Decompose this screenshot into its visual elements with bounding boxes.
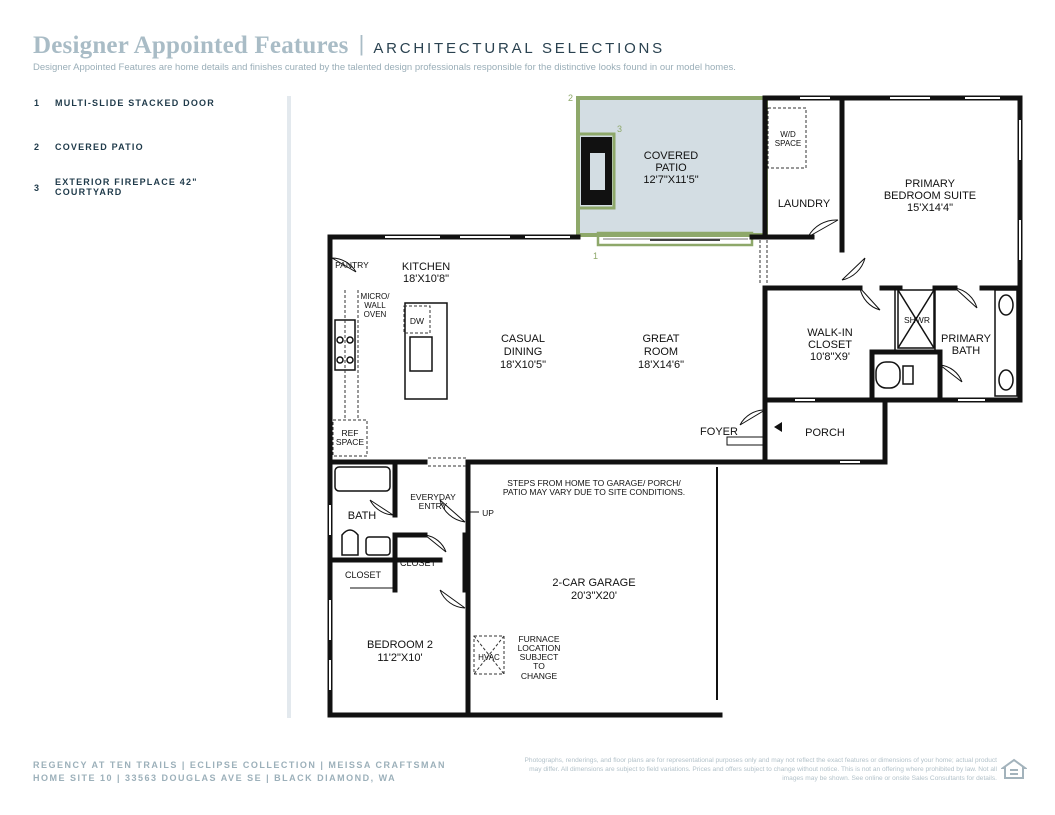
everyday-entry-label: EVERYDAY	[410, 492, 456, 502]
kitchen-dims: 18'X10'8"	[402, 273, 450, 285]
micro-label-2: WALL	[364, 301, 386, 310]
bedroom2-label: BEDROOM 2	[366, 639, 434, 651]
steps-note-line1: STEPS FROM HOME TO GARAGE/ PORCH/	[507, 478, 681, 488]
marker-1: 1	[593, 251, 599, 261]
covered-patio-label-2: PATIO	[655, 162, 687, 174]
great-room-label: GREAT	[642, 333, 680, 345]
furnace-line3: SUBJECT	[519, 652, 559, 662]
walkin-closet-label-2: CLOSET	[807, 339, 853, 351]
covered-patio-label: COVERED	[643, 150, 699, 162]
footer-line1: REGENCY AT TEN TRAILS | ECLIPSE COLLECTION | MEISSA CRAFTSMAN	[33, 760, 447, 770]
intro-text: Designer Appointed Features are home details and finishes curated by the talented design professionals responsible for the distinctive looks found in our model homes.	[33, 62, 736, 73]
great-room-dims: 18'X14'6"	[637, 359, 685, 371]
casual-dining-label-2: DINING	[503, 346, 543, 358]
up-label: UP	[482, 508, 494, 518]
steps-note-line2: PATIO MAY VARY DUE TO SITE CONDITIONS.	[502, 487, 686, 497]
micro-label: MICRO/	[360, 292, 390, 301]
dw-label: DW	[409, 316, 425, 326]
furnace-line4: TO	[533, 661, 545, 671]
closet-label-2: CLOSET	[399, 558, 437, 568]
ref-space-label-2: SPACE	[335, 437, 365, 447]
garage-label: 2-CAR GARAGE	[552, 577, 636, 589]
marker-3: 3	[617, 124, 623, 134]
footer-community	[33, 759, 446, 785]
shower-label: SHWR	[904, 315, 930, 325]
feature-number: 2	[34, 142, 41, 152]
footer-line2: HOME SITE 10 | 33563 DOUGLAS AVE SE | BLACK DIAMOND, WA	[33, 773, 397, 783]
feature-label: MULTI-SLIDE STACKED DOOR	[55, 98, 215, 108]
micro-label-3: OVEN	[363, 310, 387, 319]
casual-dining-label: CASUAL	[500, 333, 546, 345]
title-separator: |	[358, 31, 365, 56]
walkin-closet-label: WALK-IN	[807, 327, 853, 339]
primary-suite-label-2: BEDROOM SUITE	[883, 190, 977, 202]
page-title: Designer Appointed Features	[33, 32, 349, 59]
closet-label: CLOSET	[344, 570, 382, 580]
wd-space-label-2: SPACE	[774, 139, 802, 148]
marker-2: 2	[568, 93, 574, 103]
feature-number: 1	[34, 98, 41, 108]
casual-dining-dims: 18'X10'5"	[499, 359, 547, 371]
garage-dims: 20'3"X20'	[570, 590, 618, 602]
wd-space-label: W/D	[780, 130, 796, 139]
everyday-entry-label-2: ENTRY	[418, 501, 448, 511]
feature-label: EXTERIOR FIREPLACE 42"	[55, 177, 198, 187]
walkin-closet-dims: 10'8"X9'	[810, 351, 850, 363]
kitchen-label: KITCHEN	[401, 261, 451, 273]
furnace-line1: FURNACE	[518, 634, 560, 644]
ref-space-label: REF	[341, 428, 359, 438]
primary-suite-dims: 15'X14'4"	[906, 202, 954, 214]
entry-arrow-icon	[774, 422, 782, 432]
foyer-label: FOYER	[700, 426, 738, 438]
feature-label-line2: COURTYARD	[55, 187, 123, 197]
primary-bath-label: PRIMARY	[941, 333, 991, 345]
covered-patio-dims: 12'7"X11'5"	[643, 174, 699, 186]
great-room-label-2: ROOM	[643, 346, 679, 358]
bedroom2-dims: 11'2"X10'	[377, 652, 423, 664]
hvac-label: HVAC	[478, 653, 500, 662]
equal-housing-icon	[1001, 758, 1027, 782]
bath-label: BATH	[347, 510, 377, 522]
footer-disclaimer: Photographs, renderings, and floor plans are for representational purposes only and may not reflect the exact features or dimensions of your home; actual product may differ. All dimensions are subject to field variations. Prices and offers subject to change without notice. This is not an offering where prohibited by law. Not all images may be shown. See online or onsite Sales Consultants for details.	[524, 757, 997, 782]
pantry-label: PANTRY	[335, 260, 369, 270]
furnace-line2: LOCATION	[517, 643, 561, 653]
primary-bath-label-2: BATH	[951, 345, 981, 357]
feature-label: COVERED PATIO	[55, 142, 144, 152]
primary-suite-label: PRIMARY	[905, 178, 955, 190]
feature-number: 3	[34, 183, 41, 193]
furnace-line5: CHANGE	[520, 671, 558, 681]
page-subtitle: ARCHITECTURAL SELECTIONS	[373, 40, 665, 57]
porch-label: PORCH	[805, 427, 845, 439]
laundry-label: LAUNDRY	[777, 198, 831, 210]
